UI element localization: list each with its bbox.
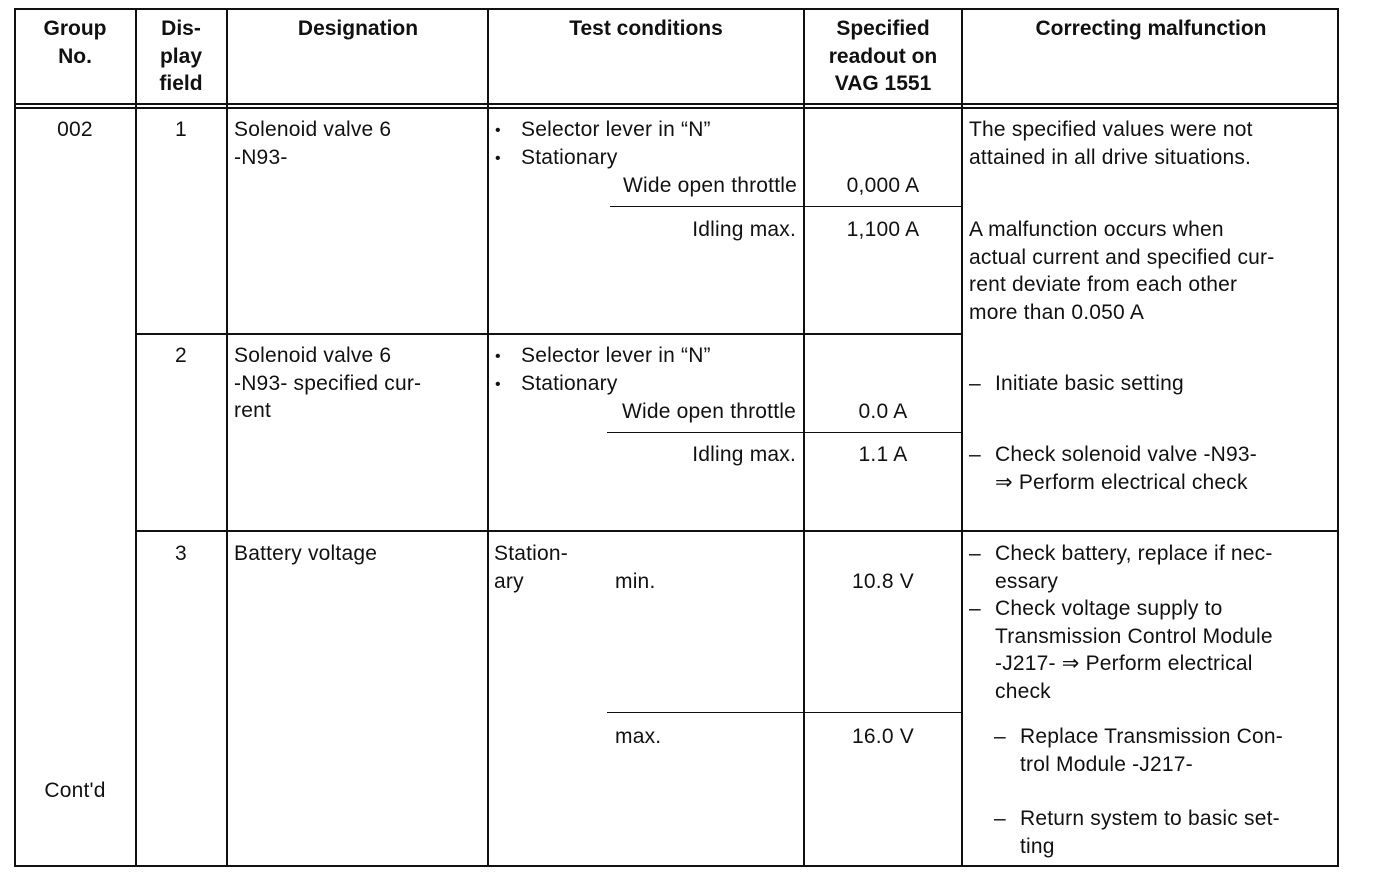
row3-sub1-label: min. [615,570,656,593]
row3-display-field: 3 [175,542,187,565]
header-readout-line-1: Specified [836,17,930,40]
correcting-item-3-line-2: essary [995,569,1059,593]
correcting-p2-line-1: A malfunction occurs when [969,218,1224,241]
row3-condition [494,540,568,595]
row1-sub2-label: Idling max. [692,218,796,241]
correcting-item-4-line-1: Check voltage supply to [995,597,1223,620]
header-test-conditions: Test conditions [569,17,723,40]
row1-display-field: 1 [175,118,187,141]
bullet-icon: • [495,376,501,393]
row1-sub1-value: 0,000 A [846,174,920,197]
row3-condition-line-2: ary [494,569,524,593]
correcting-p2-line-3: rent deviate from each other [969,273,1238,296]
dash-icon: – [969,372,981,395]
correcting-p2-line-4: more than 0.050 A [969,300,1145,324]
row2-sub1-label: Wide open throttle [621,400,796,423]
header-rule-top [14,103,1339,105]
correcting-p1-line-2: attained in all drive situations. [969,145,1252,169]
header-display-line-2: play [159,44,203,68]
row1-condition-2-text: Stationary [521,146,618,169]
bullet-icon: • [495,150,501,167]
correcting-item-6-line-1: Return system to basic set- [1020,807,1280,830]
dash-icon: – [994,725,1006,748]
correcting-item-4-line-4: check [995,679,1051,703]
correcting-item-5-line-2: trol Module -J217- [1020,752,1193,776]
subrow-divider-r3 [607,712,961,713]
header-group-line-2: No. [58,44,92,68]
row3-sub2-label: max. [615,725,662,748]
correcting-item-check-battery [969,540,1273,595]
correcting-paragraph-1 [969,116,1253,171]
row2-sub1-value: 0.0 A [858,400,908,423]
continued-label: Cont'd [44,779,106,802]
row2-designation-line-1: Solenoid valve 6 [234,344,392,367]
bullet-icon: • [495,122,501,139]
row1-sub1-label: Wide open throttle [622,174,797,197]
correcting-p2-line-2: actual current and specified cur- [969,245,1275,269]
row1-designation-line-2: -N93- [234,145,288,169]
row2-designation-line-2: -N93- specified cur- [234,371,422,395]
correcting-paragraph-2 [969,216,1274,326]
header-display-field [136,15,226,98]
row3-sub1-value: 10.8 V [852,570,914,593]
row2-condition-1-text: Selector lever in “N” [521,344,711,367]
header-specified-readout [805,15,961,98]
correcting-item-6-line-2: ting [1020,834,1055,858]
header-readout-line-2: readout on [828,44,938,68]
correcting-item-replace-module [994,723,1283,778]
header-group-line-1: Group [43,17,107,40]
correcting-item-2-line-2: ⇒ Perform electrical check [995,470,1248,494]
row3-condition-line-1: Station- [494,542,568,565]
row1-condition-1 [495,116,711,145]
dash-icon: – [969,542,981,565]
row1-designation-line-1: Solenoid valve 6 [234,118,392,141]
dash-icon: – [969,597,981,620]
row2-condition-2 [495,370,618,399]
correcting-item-2-line-1: Check solenoid valve -N93- [995,443,1257,466]
correcting-item-1-text: Initiate basic setting [995,372,1184,395]
header-correcting-malfunction: Correcting malfunction [1035,17,1267,40]
header-designation: Designation [297,17,419,40]
correcting-item-return-basic [994,805,1280,860]
row1-designation [234,116,391,171]
row3-designation: Battery voltage [234,542,378,565]
dash-icon: – [969,443,981,466]
row1-condition-1-text: Selector lever in “N” [521,118,711,141]
correcting-item-5-line-1: Replace Transmission Con- [1020,725,1283,748]
row2-display-field: 2 [175,344,187,367]
header-readout-line-3: VAG 1551 [834,72,932,95]
col-divider-3 [487,8,489,867]
group-number: 002 [57,118,93,141]
correcting-item-check-n93 [969,441,1257,496]
bullet-icon: • [495,348,501,365]
row2-sub2-value: 1.1 A [858,443,908,466]
header-rule-bottom [14,107,1339,109]
row2-designation-line-3: rent [234,399,271,422]
correcting-p1-line-1: The specified values were not [969,118,1253,141]
correcting-item-4-line-2: Transmission Control Module [995,624,1273,648]
row-divider-2-3 [135,530,1339,532]
col-divider-5 [961,8,963,867]
header-display-line-3: field [159,72,203,95]
correcting-item-3-line-1: Check battery, replace if nec- [995,542,1273,565]
subrow-divider-r1 [610,206,961,207]
correcting-item-4-line-3: -J217- ⇒ Perform electrical [995,652,1253,675]
header-group-no [14,15,136,70]
subrow-divider-r2 [607,432,961,433]
header-display-line-1: Dis- [161,17,201,40]
row2-condition-1 [495,342,711,371]
row1-condition-2 [495,144,618,173]
row2-sub2-label: Idling max. [692,443,796,466]
dash-icon: – [994,807,1006,830]
row-divider-1-2 [135,333,961,335]
correcting-item-basic-setting [969,370,1184,398]
correcting-item-check-voltage [969,595,1273,705]
col-divider-2 [226,8,228,867]
row1-sub2-value: 1,100 A [846,218,920,241]
row3-sub2-value: 16.0 V [852,725,914,748]
row2-condition-2-text: Stationary [521,372,618,395]
row2-designation [234,342,421,425]
